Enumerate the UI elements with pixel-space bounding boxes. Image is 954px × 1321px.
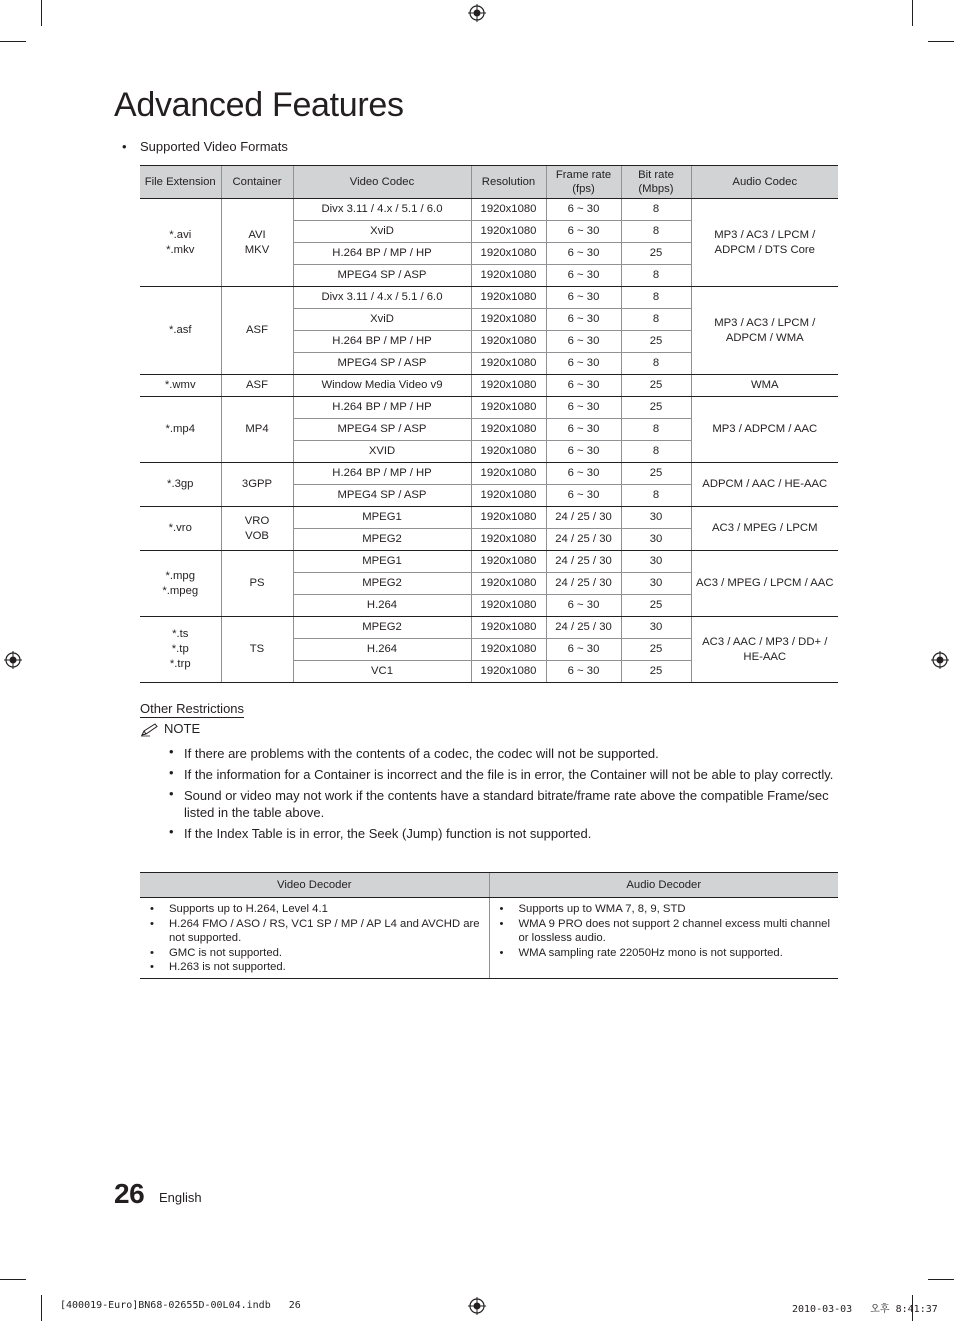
cell-bit-rate: 8 xyxy=(621,485,691,507)
table-row xyxy=(140,199,838,221)
audio-decoder-cell xyxy=(489,898,838,979)
cell-file-extension: *.mpg *.mpeg xyxy=(140,551,221,617)
header-bit-rate: Bit rate (Mbps) xyxy=(621,166,691,199)
cell-resolution: 1920x1080 xyxy=(471,639,546,661)
cell-frame-rate: 6 ~ 30 xyxy=(546,595,621,617)
cell-resolution: 1920x1080 xyxy=(471,595,546,617)
header-video-codec: Video Codec xyxy=(293,166,471,199)
audio-decoder-list xyxy=(496,902,833,960)
cell-frame-rate: 6 ~ 30 xyxy=(546,287,621,309)
cell-video-codec: MPEG2 xyxy=(293,573,471,595)
video-decoder-cell xyxy=(140,898,489,979)
crop-mark xyxy=(0,41,26,42)
cell-video-codec: XVID xyxy=(293,441,471,463)
list-item xyxy=(496,946,833,961)
cell-frame-rate: 6 ~ 30 xyxy=(546,397,621,419)
cell-audio-codec: AC3 / MPEG / LPCM / AAC xyxy=(691,551,838,617)
cell-resolution: 1920x1080 xyxy=(471,419,546,441)
cell-resolution: 1920x1080 xyxy=(471,375,546,397)
cell-frame-rate: 6 ~ 30 xyxy=(546,463,621,485)
page-language: English xyxy=(159,1190,202,1205)
cell-frame-rate: 6 ~ 30 xyxy=(546,485,621,507)
intro-bullet-text: Supported Video Formats xyxy=(140,139,288,154)
intro-bullet xyxy=(122,139,288,154)
cell-bit-rate: 8 xyxy=(621,221,691,243)
header-audio-codec: Audio Codec xyxy=(691,166,838,199)
list-item-text: Supports up to H.264, Level 4.1 xyxy=(169,903,328,915)
list-item-text: H.263 is not supported. xyxy=(169,961,286,973)
cell-frame-rate: 6 ~ 30 xyxy=(546,419,621,441)
bullet-icon: • xyxy=(169,765,174,780)
registration-mark-icon xyxy=(931,651,949,669)
cell-video-codec: MPEG2 xyxy=(293,529,471,551)
bullet-icon: • xyxy=(499,946,504,959)
table-header-row xyxy=(140,873,838,898)
cell-frame-rate: 6 ~ 30 xyxy=(546,199,621,221)
cell-bit-rate: 25 xyxy=(621,375,691,397)
cell-bit-rate: 30 xyxy=(621,529,691,551)
video-decoder-list xyxy=(146,902,483,975)
table-row xyxy=(140,397,838,419)
cell-bit-rate: 25 xyxy=(621,463,691,485)
cell-frame-rate: 6 ~ 30 xyxy=(546,353,621,375)
cell-resolution: 1920x1080 xyxy=(471,617,546,639)
cell-frame-rate: 24 / 25 / 30 xyxy=(546,617,621,639)
cell-frame-rate: 24 / 25 / 30 xyxy=(546,529,621,551)
pencil-icon xyxy=(140,723,164,737)
cell-audio-codec: WMA xyxy=(691,375,838,397)
cell-bit-rate: 8 xyxy=(621,309,691,331)
cell-resolution: 1920x1080 xyxy=(471,573,546,595)
bullet-icon: • xyxy=(169,786,174,801)
header-frame-rate: Frame rate (fps) xyxy=(546,166,621,199)
cell-video-codec: Divx 3.11 / 4.x / 5.1 / 6.0 xyxy=(293,287,471,309)
video-formats-table xyxy=(140,165,838,683)
cell-resolution: 1920x1080 xyxy=(471,463,546,485)
cell-resolution: 1920x1080 xyxy=(471,309,546,331)
cell-resolution: 1920x1080 xyxy=(471,353,546,375)
cell-video-codec: H.264 xyxy=(293,595,471,617)
cell-video-codec: MPEG1 xyxy=(293,507,471,529)
cell-container: VRO VOB xyxy=(221,507,293,551)
cell-bit-rate: 30 xyxy=(621,617,691,639)
cell-resolution: 1920x1080 xyxy=(471,221,546,243)
cell-frame-rate: 24 / 25 / 30 xyxy=(546,551,621,573)
cell-bit-rate: 30 xyxy=(621,573,691,595)
list-item xyxy=(166,787,841,821)
cell-frame-rate: 6 ~ 30 xyxy=(546,309,621,331)
bullet-icon: • xyxy=(150,946,154,959)
cell-bit-rate: 25 xyxy=(621,661,691,683)
crop-mark xyxy=(41,0,42,26)
note-label: NOTE xyxy=(164,721,201,736)
cell-audio-codec: MP3 / AC3 / LPCM / ADPCM / DTS Core xyxy=(691,199,838,287)
crop-mark xyxy=(928,41,954,42)
list-item-text: If the information for a Container is incorrect and the file is in error, the Container will not be able to play correctly. xyxy=(184,767,834,782)
bullet-icon: • xyxy=(150,903,154,915)
cell-file-extension: *.3gp xyxy=(140,463,221,507)
cell-resolution: 1920x1080 xyxy=(471,287,546,309)
table-row xyxy=(140,551,838,573)
list-item xyxy=(166,825,841,842)
cell-frame-rate: 6 ~ 30 xyxy=(546,331,621,353)
bullet-icon: • xyxy=(169,824,174,839)
cell-resolution: 1920x1080 xyxy=(471,331,546,353)
list-item-text: WMA 9 PRO does not support 2 channel excess multi channel or lossless audio. xyxy=(518,917,830,944)
table-row xyxy=(140,507,838,529)
bullet-icon: • xyxy=(122,139,127,154)
footer-date-info: 2010-03-03 오후 8:41:37 xyxy=(792,1304,938,1315)
table-row xyxy=(140,617,838,639)
cell-bit-rate: 25 xyxy=(621,639,691,661)
cell-file-extension: *.ts *.tp *.trp xyxy=(140,617,221,683)
page-title: Advanced Features xyxy=(114,86,404,124)
list-item-text: Supports up to WMA 7, 8, 9, STD xyxy=(518,903,686,915)
cell-frame-rate: 6 ~ 30 xyxy=(546,639,621,661)
table-row xyxy=(140,898,838,979)
cell-frame-rate: 6 ~ 30 xyxy=(546,221,621,243)
cell-resolution: 1920x1080 xyxy=(471,397,546,419)
cell-video-codec: H.264 BP / MP / HP xyxy=(293,397,471,419)
cell-video-codec: VC1 xyxy=(293,661,471,683)
cell-resolution: 1920x1080 xyxy=(471,199,546,221)
bullet-icon: • xyxy=(150,961,154,973)
list-item-text: GMC is not supported. xyxy=(169,946,283,959)
cell-video-codec: XviD xyxy=(293,309,471,331)
crop-mark xyxy=(0,1279,26,1280)
cell-frame-rate: 24 / 25 / 30 xyxy=(546,507,621,529)
header-container: Container xyxy=(221,166,293,199)
video-decoder-header: Video Decoder xyxy=(140,873,489,898)
cell-video-codec: H.264 xyxy=(293,639,471,661)
cell-video-codec: Divx 3.11 / 4.x / 5.1 / 6.0 xyxy=(293,199,471,221)
cell-video-codec: H.264 BP / MP / HP xyxy=(293,463,471,485)
cell-video-codec: MPEG4 SP / ASP xyxy=(293,419,471,441)
cell-bit-rate: 8 xyxy=(621,265,691,287)
crop-mark xyxy=(41,1295,42,1321)
crop-mark xyxy=(928,1279,954,1280)
cell-bit-rate: 25 xyxy=(621,595,691,617)
cell-file-extension: *.asf xyxy=(140,287,221,375)
cell-audio-codec: MP3 / ADPCM / AAC xyxy=(691,397,838,463)
decoders-table xyxy=(140,872,838,979)
page-number: 26 xyxy=(114,1178,145,1209)
cell-bit-rate: 8 xyxy=(621,419,691,441)
crop-mark xyxy=(912,0,913,26)
list-item-text: If the Index Table is in error, the Seek (Jump) function is not supported. xyxy=(184,826,592,841)
cell-file-extension: *.mp4 xyxy=(140,397,221,463)
cell-container: ASF xyxy=(221,375,293,397)
cell-video-codec: MPEG4 SP / ASP xyxy=(293,353,471,375)
table-header-row xyxy=(140,166,838,199)
list-item xyxy=(496,917,833,946)
table-row xyxy=(140,375,838,397)
table-row xyxy=(140,287,838,309)
cell-video-codec: MPEG4 SP / ASP xyxy=(293,485,471,507)
cell-bit-rate: 30 xyxy=(621,507,691,529)
cell-bit-rate: 8 xyxy=(621,199,691,221)
cell-frame-rate: 6 ~ 30 xyxy=(546,441,621,463)
cell-container: 3GPP xyxy=(221,463,293,507)
cell-resolution: 1920x1080 xyxy=(471,243,546,265)
cell-audio-codec: ADPCM / AAC / HE-AAC xyxy=(691,463,838,507)
list-item-text: If there are problems with the contents of a codec, the codec will not be supported. xyxy=(184,746,659,761)
list-item xyxy=(496,902,833,917)
cell-bit-rate: 30 xyxy=(621,551,691,573)
cell-container: TS xyxy=(221,617,293,683)
list-item-text: Sound or video may not work if the contents have a standard bitrate/frame rate above the compatible Frame/sec listed in the table above. xyxy=(184,788,829,820)
cell-resolution: 1920x1080 xyxy=(471,265,546,287)
cell-audio-codec: AC3 / AAC / MP3 / DD+ / HE-AAC xyxy=(691,617,838,683)
cell-container: ASF xyxy=(221,287,293,375)
cell-video-codec: MPEG4 SP / ASP xyxy=(293,265,471,287)
cell-bit-rate: 25 xyxy=(621,397,691,419)
cell-resolution: 1920x1080 xyxy=(471,661,546,683)
cell-container: PS xyxy=(221,551,293,617)
list-item xyxy=(146,917,483,946)
cell-frame-rate: 6 ~ 30 xyxy=(546,661,621,683)
cell-bit-rate: 25 xyxy=(621,243,691,265)
cell-video-codec: MPEG1 xyxy=(293,551,471,573)
cell-bit-rate: 8 xyxy=(621,287,691,309)
bullet-icon: • xyxy=(499,903,504,915)
cell-video-codec: MPEG2 xyxy=(293,617,471,639)
table-row xyxy=(140,463,838,485)
cell-bit-rate: 25 xyxy=(621,331,691,353)
bullet-icon: • xyxy=(169,744,174,759)
bullet-icon: • xyxy=(499,917,504,930)
header-resolution: Resolution xyxy=(471,166,546,199)
table-body xyxy=(140,199,838,683)
cell-container: AVI MKV xyxy=(221,199,293,287)
cell-video-codec: H.264 BP / MP / HP xyxy=(293,331,471,353)
cell-file-extension: *.wmv xyxy=(140,375,221,397)
list-item-text: WMA sampling rate 22050Hz mono is not supported. xyxy=(518,946,783,959)
cell-resolution: 1920x1080 xyxy=(471,551,546,573)
cell-audio-codec: AC3 / MPEG / LPCM xyxy=(691,507,838,551)
cell-bit-rate: 8 xyxy=(621,353,691,375)
cell-resolution: 1920x1080 xyxy=(471,507,546,529)
audio-decoder-header: Audio Decoder xyxy=(489,873,838,898)
list-item xyxy=(146,946,483,961)
note-heading xyxy=(140,721,200,737)
cell-video-codec: H.264 BP / MP / HP xyxy=(293,243,471,265)
cell-resolution: 1920x1080 xyxy=(471,529,546,551)
list-item xyxy=(166,745,841,762)
cell-frame-rate: 6 ~ 30 xyxy=(546,375,621,397)
cell-frame-rate: 6 ~ 30 xyxy=(546,265,621,287)
list-item xyxy=(146,902,483,917)
cell-resolution: 1920x1080 xyxy=(471,485,546,507)
list-item xyxy=(166,766,841,783)
cell-container: MP4 xyxy=(221,397,293,463)
cell-video-codec: Window Media Video v9 xyxy=(293,375,471,397)
list-item xyxy=(146,960,483,975)
registration-mark-icon xyxy=(468,1297,486,1315)
cell-file-extension: *.avi *.mkv xyxy=(140,199,221,287)
cell-frame-rate: 6 ~ 30 xyxy=(546,243,621,265)
restrictions-list xyxy=(166,745,841,846)
cell-video-codec: XviD xyxy=(293,221,471,243)
list-item-text: H.264 FMO / ASO / RS, VC1 SP / MP / AP L4 and AVCHD are not supported. xyxy=(169,917,480,944)
header-file-extension: File Extension xyxy=(140,166,221,199)
registration-mark-icon xyxy=(468,4,486,22)
bullet-icon: • xyxy=(150,917,154,930)
cell-bit-rate: 8 xyxy=(621,441,691,463)
restrictions-title: Other Restrictions xyxy=(140,701,245,716)
footer-file-info: [400019-Euro]BN68-02655D-00L04.indb 26 xyxy=(60,1300,301,1311)
cell-audio-codec: MP3 / AC3 / LPCM / ADPCM / WMA xyxy=(691,287,838,375)
cell-frame-rate: 24 / 25 / 30 xyxy=(546,573,621,595)
cell-resolution: 1920x1080 xyxy=(471,441,546,463)
cell-file-extension: *.vro xyxy=(140,507,221,551)
registration-mark-icon xyxy=(4,651,22,669)
